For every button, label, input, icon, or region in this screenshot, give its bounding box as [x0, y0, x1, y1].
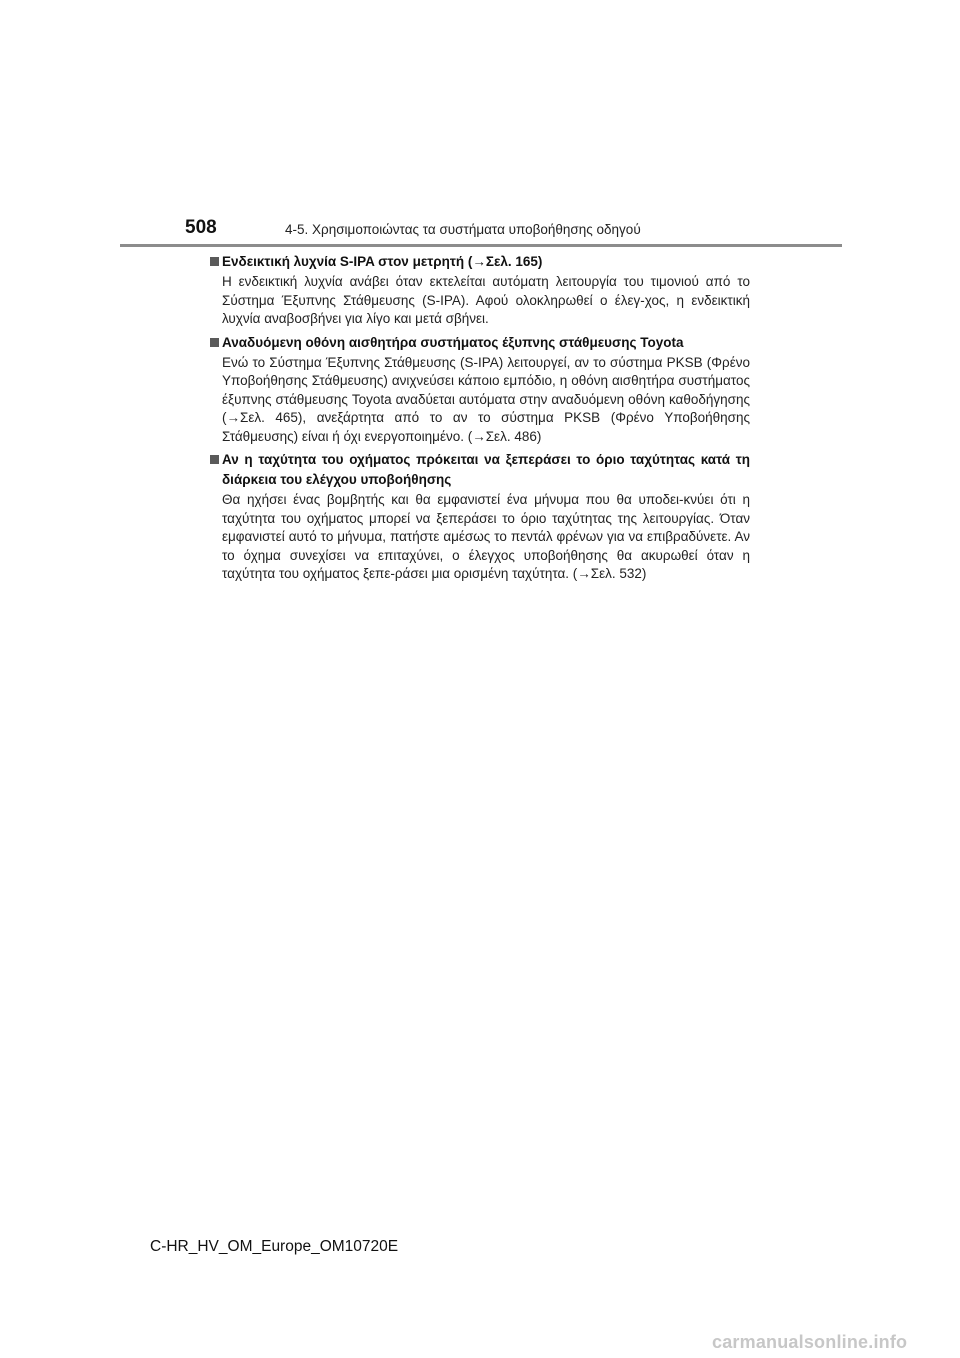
section-body: Η ενδεικτική λυχνία ανάβει όταν εκτελείται αυτόματη λειτουργία του τιμονιού από το Σύστημα Έξυπνης Στάθμευσης (S-IPA). Αφού ολοκληρωθεί ο έλεγ-χος, η ενδεικτική λυχνία αναβοσβήνει για λίγο και μετά σβήνει. [222, 274, 750, 326]
page-number: 508 [185, 217, 217, 238]
square-bullet-icon [210, 455, 219, 464]
section-popup-screen [210, 333, 750, 447]
chapter-title: 4-5. Χρησιμοποιώντας τα συστήματα υποβοήθησης οδηγού [285, 222, 641, 237]
page-header [120, 212, 842, 248]
section-title-text: Αν η ταχύτητα του οχήματος πρόκειται να ξεπεράσει το όριο ταχύτητας κατά τη διάρκεια του ελέγχου υποβοήθησης [222, 452, 750, 487]
section-title [210, 252, 750, 272]
section-body: Θα ηχήσει ένας βομβητής και θα εμφανιστεί ένα μήνυμα που θα υποδει-κνύει ότι η ταχύτητα του οχήματος μπορεί να ξεπεράσει το όριο ταχύτητας της λειτουργίας. Όταν εμφανιστεί αυτό το μήνυμα, πατήστε αμέσως το πεντάλ φρένων για να επιβραδύνετε. Αν το όχημα συνεχίσει να επιταχύνει, ο έλεγχος υποβοήθησης θα ακυρωθεί όταν η ταχύτητα του οχήματος ξεπε-ράσει μια ορισμένη ταχύτητα. (→Σελ. 532) [222, 492, 750, 581]
header-rule [120, 244, 842, 247]
section-title [210, 333, 750, 353]
section-title-text: Αναδυόμενη οθόνη αισθητήρα συστήματος έξυπνης στάθμευσης Toyota [222, 334, 684, 350]
section-body: Ενώ το Σύστημα Έξυπνης Στάθμευσης (S-IPA) λειτουργεί, αν το σύστημα PKSB (Φρένο Υποβοήθησης Στάθμευσης) ανιχνεύσει κάποιο εμπόδιο, η οθόνη αισθητήρα συστήματος έξυπνης στάθμευσης Toyota αναδύεται αυτόματα στην αναδυόμενη οθόνη καθοδήγησης (→Σελ. 465), ανεξάρτητα από το αν το σύστημα PKSB (Φρένο Υποβοήθησης Στάθμευσης) είναι ή όχι ενεργοποιημένο. (→Σελ. 486) [222, 354, 750, 444]
document-id: C-HR_HV_OM_Europe_OM10720E [150, 1238, 399, 1255]
square-bullet-icon [210, 338, 219, 347]
section-title-text: Ενδεικτική λυχνία S-IPA στον μετρητή (→Σελ. 165) [222, 254, 543, 269]
page-content [210, 252, 750, 588]
section-indicator-light [210, 252, 750, 329]
square-bullet-icon [210, 257, 219, 266]
watermark: carmanualsonline.info [712, 1332, 908, 1352]
section-title [210, 450, 750, 490]
section-speed-limit [210, 450, 750, 584]
